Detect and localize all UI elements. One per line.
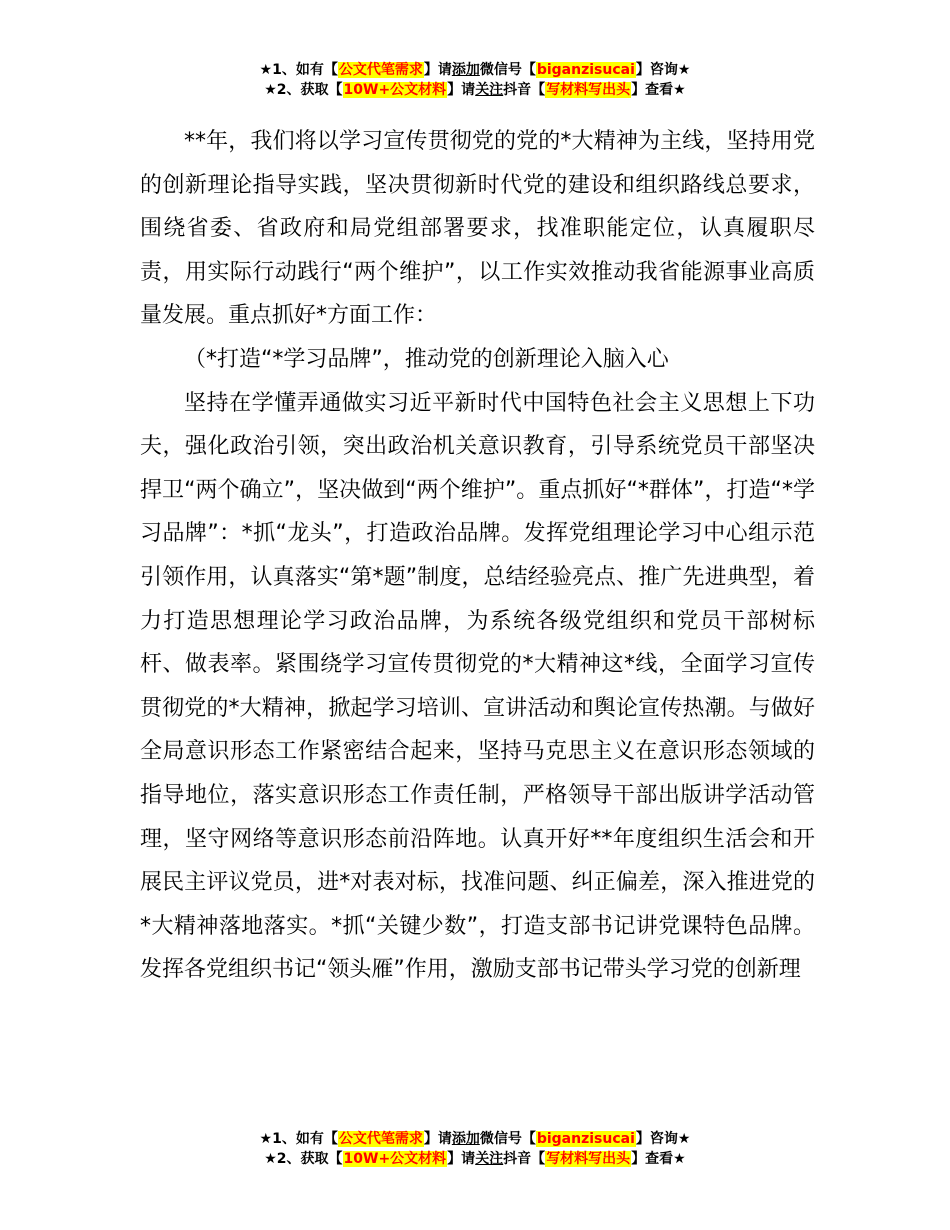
header-line-2-highlight-materials: 10W+公文材料: [343, 82, 447, 98]
header-banner: [0, 60, 950, 100]
footer-line-2-mid-2: 抖音【: [503, 1151, 546, 1167]
footer-line-2: [0, 1149, 950, 1169]
header-line-2-mid: 】请: [447, 82, 476, 98]
footer-line-1-emphasis: 添加: [451, 1131, 480, 1147]
footer-line-2-highlight-materials: 10W+公文材料: [343, 1151, 447, 1167]
footer-line-1: [0, 1129, 950, 1149]
header-line-2-prefix: ★2、获取【: [264, 82, 343, 98]
footer-line-2-mid: 】请: [447, 1151, 476, 1167]
footer-line-2-highlight-douyin: 写材料写出头: [546, 1151, 631, 1167]
header-line-1: [0, 60, 950, 80]
footer-line-1-mid: 】请: [423, 1131, 452, 1147]
footer-line-1-highlight-service: 公文代笔需求: [338, 1131, 423, 1147]
footer-line-1-prefix: ★1、如有【: [259, 1131, 338, 1147]
header-line-1-highlight-service: 公文代笔需求: [338, 62, 423, 78]
footer-line-1-highlight-wechat: biganzisucai: [536, 1131, 635, 1147]
header-line-2-suffix: 】查看★: [631, 82, 686, 98]
document-body: [140, 120, 815, 992]
header-line-1-mid-2: 微信号【: [479, 62, 536, 78]
header-line-2-emphasis: 关注: [475, 82, 504, 98]
header-line-1-highlight-wechat: biganzisucai: [536, 62, 635, 78]
header-line-2-mid-2: 抖音【: [503, 82, 546, 98]
footer-line-2-suffix: 】查看★: [631, 1151, 686, 1167]
header-line-1-prefix: ★1、如有【: [259, 62, 338, 78]
paragraph-section-1: 坚持在学懂弄通做实习近平新时代中国特色社会主义思想上下功夫，强化政治引领，突出政治机关意识教育，引导系统党员干部坚决捍卫“两个确立”，坚决做到“两个维护”。重点抓好“*群体”，打造“*学习品牌”：*抓“龙头”，打造政治品牌。发挥党组理论学习中心组示范引领作用，认真落实“第*题”制度，总结经验亮点、推广先进典型，着力打造思想理论学习政治品牌，为系统各级党组织和党员干部树标杆、做表率。紧围绕学习宣传贯彻党的*大精神这*线，全面学习宣传贯彻党的*大精神，掀起学习培训、宣讲活动和舆论宣传热潮。与做好全局意识形态工作紧密结合起来，坚持马克思主义在意识形态领域的指导地位，落实意识形态工作责任制，严格领导干部出版讲学活动管理，坚守网络等意识形态前沿阵地。认真开好**年度组织生活会和开展民主评议党员，进*对表对标，找准问题、纠正偏差，深入推进党的*大精神落地落实。*抓“关键少数”，打造支部书记讲党课特色品牌。发挥各党组织书记“领头雁”作用，激励支部书记带头学习党的创新理: [140, 390, 815, 983]
footer-line-1-mid-2: 微信号【: [479, 1131, 536, 1147]
header-line-1-suffix: 】咨询★: [635, 62, 691, 78]
header-line-1-mid: 】请: [423, 62, 452, 78]
footer-line-1-suffix: 】咨询★: [635, 1131, 691, 1147]
footer-banner: [0, 1129, 950, 1169]
header-line-1-emphasis: 添加: [451, 62, 480, 78]
footer-line-2-prefix: ★2、获取【: [264, 1151, 343, 1167]
header-line-2-highlight-douyin: 写材料写出头: [546, 82, 631, 98]
footer-line-2-emphasis: 关注: [475, 1151, 504, 1167]
paragraph-intro: **年，我们将以学习宣传贯彻党的党的*大精神为主线，坚持用党的创新理论指导实践，坚决贯彻新时代党的建设和组织路线总要求，围绕省委、省政府和局党组部署要求，找准职能定位，认真履职尽责，用实际行动践行“两个维护”，以工作实效推动我省能源事业高质量发展。重点抓好*方面工作：: [140, 129, 815, 329]
section-heading: （*打造“*学习品牌”，推动党的创新理论入脑入心: [184, 346, 669, 372]
header-line-2: [0, 80, 950, 100]
